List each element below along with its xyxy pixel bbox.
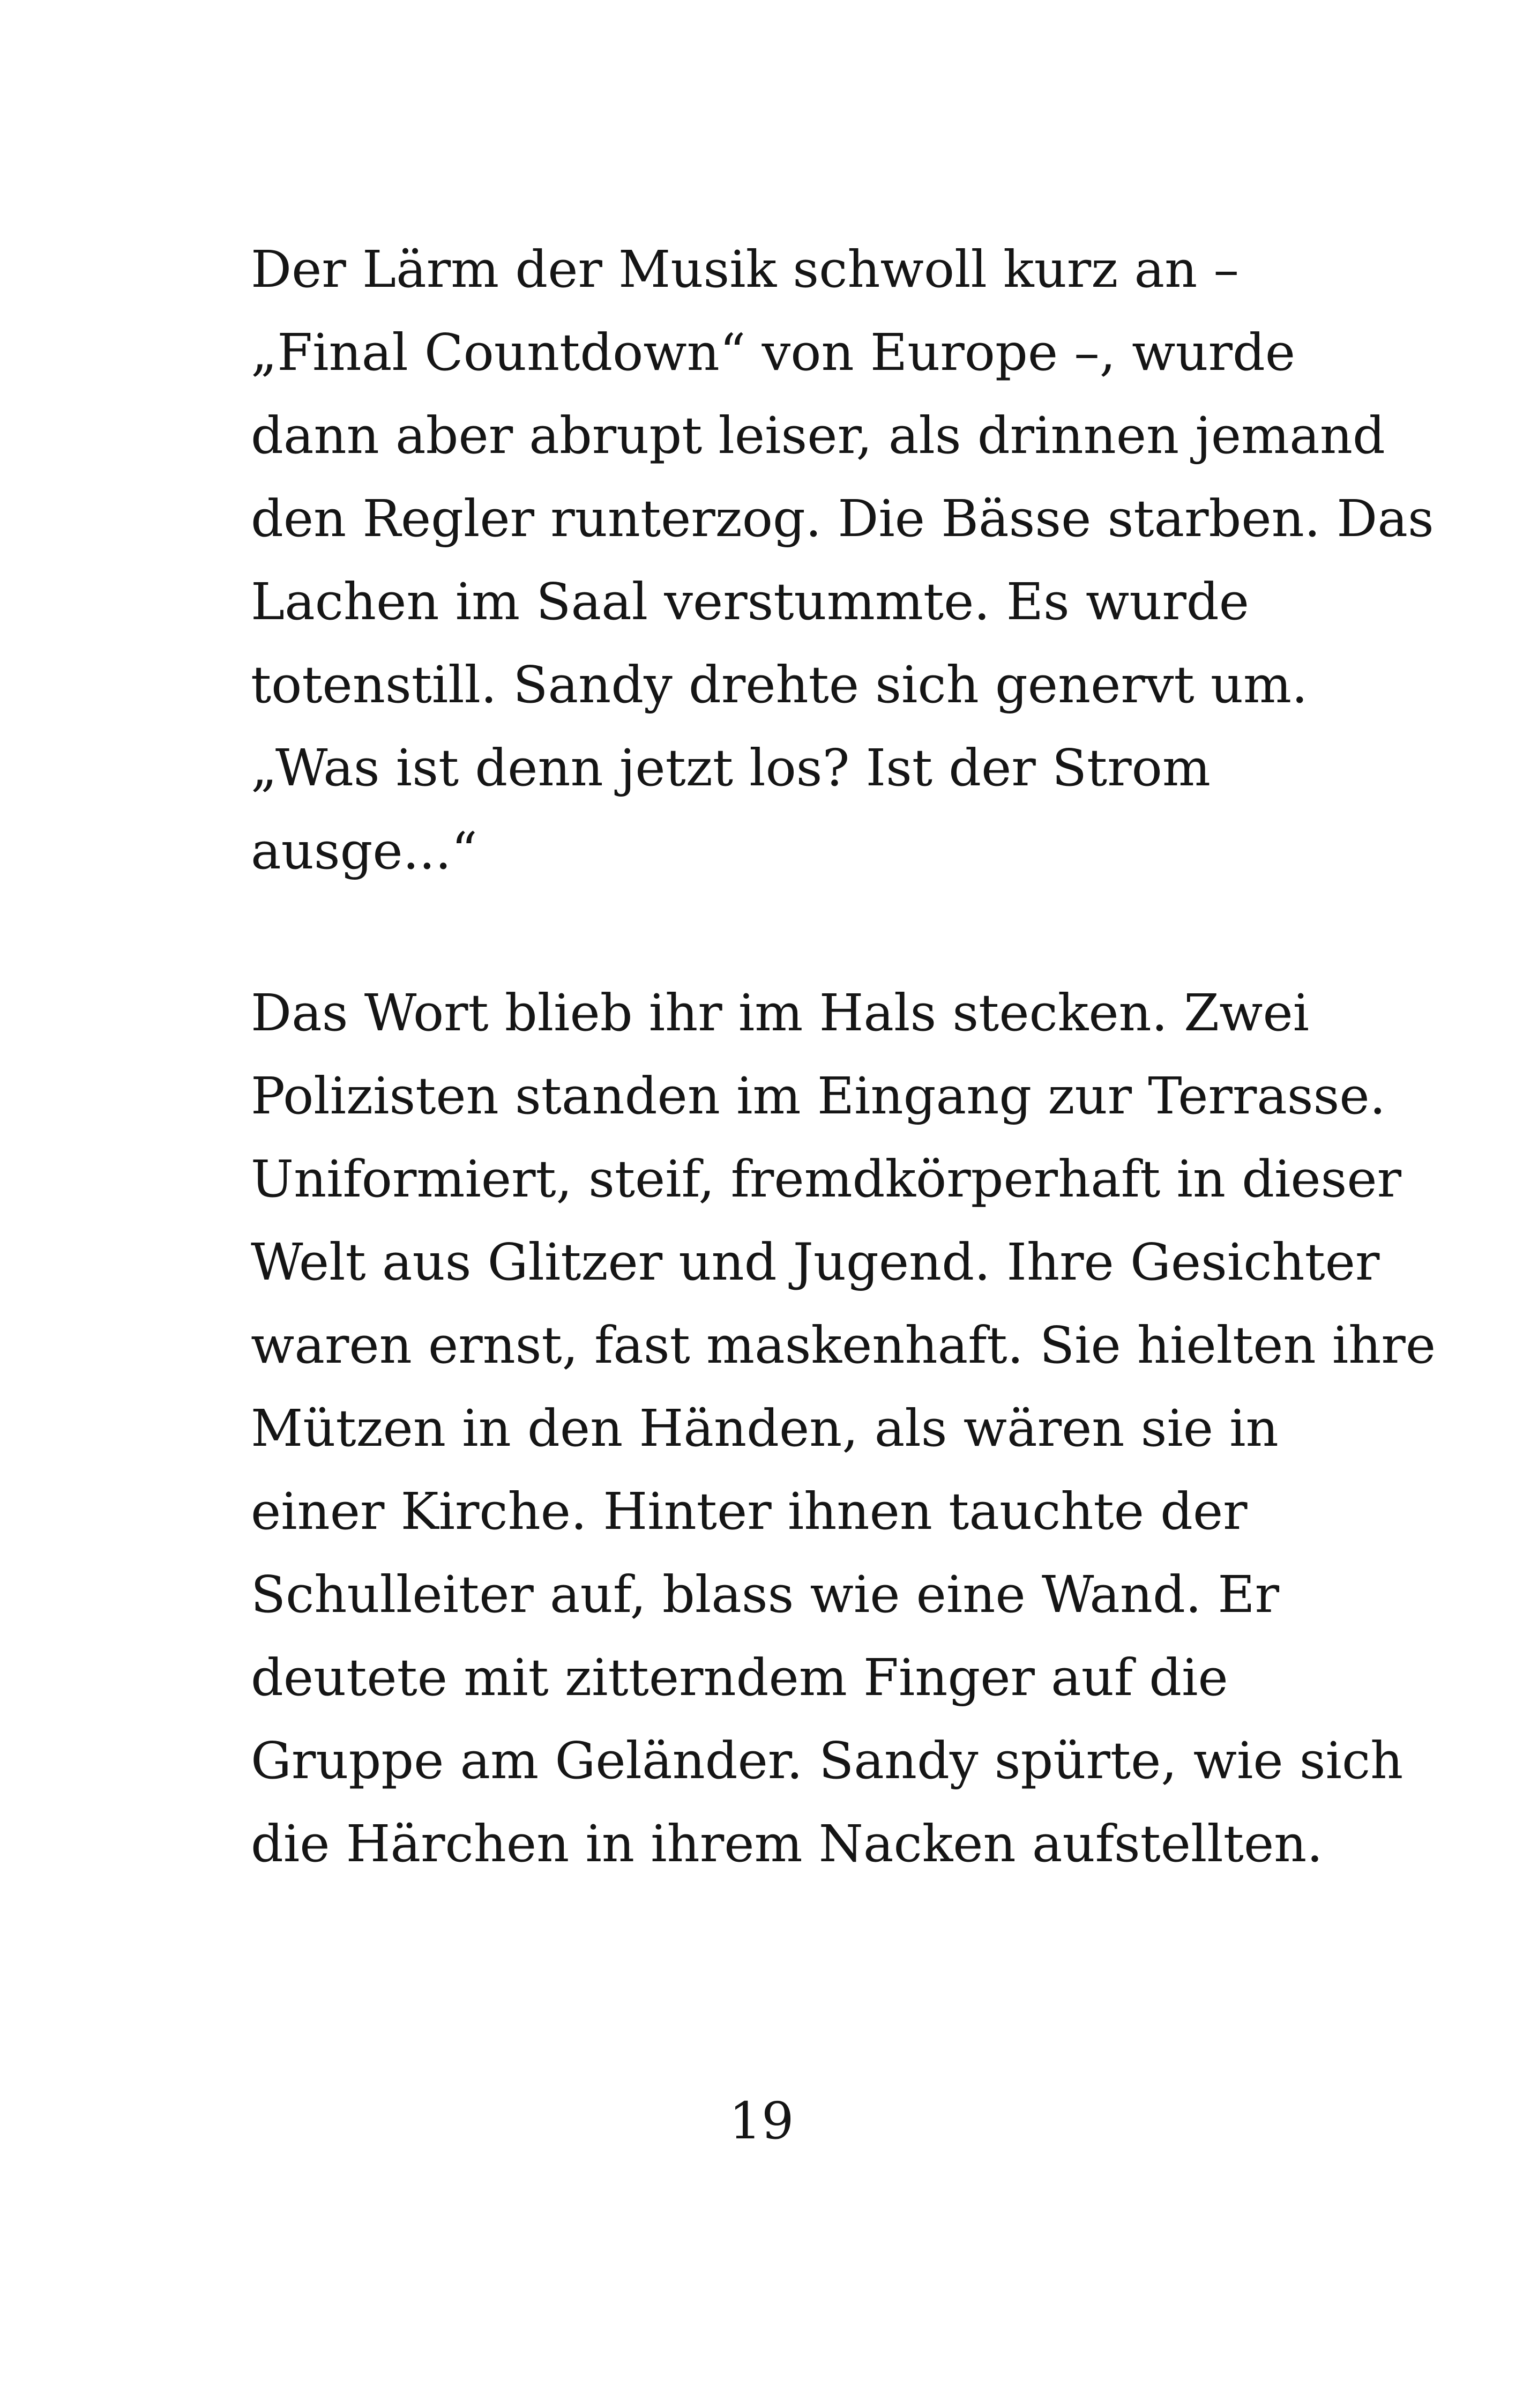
text-line: deutete mit zitterndem Finger auf die [251,1648,1228,1707]
text-line: Uniformiert, steif, fremdkörperhaft in dieser [251,1150,1402,1209]
text-line: „Was ist denn jetzt los? Ist der Strom [251,739,1211,798]
text-line: dann aber abrupt leiser, als drinnen jemand [251,406,1385,465]
text-line: „Final Countdown“ von Europe –, wurde [251,323,1296,382]
text-line: die Härchen in ihrem Nacken aufstellten. [251,1815,1323,1874]
text-line: Polizisten standen im Eingang zur Terrasse. [251,1067,1386,1126]
text-line: Lachen im Saal verstummte. Es wurde [251,573,1249,631]
text-line: Der Lärm der Musik schwoll kurz an – [251,240,1239,299]
text-line: Gruppe am Geländer. Sandy spürte, wie sich [251,1731,1403,1790]
text-line: totenstill. Sandy drehte sich genervt um. [251,656,1308,715]
text-line: ausge...“ [251,822,477,881]
paragraph-1 [251,228,1434,893]
text-line: einer Kirche. Hinter ihnen tauchte der [251,1482,1248,1541]
paragraph-2 [251,972,1436,1886]
page-number: 19 [729,2092,794,2151]
text-line: waren ernst, fast maskenhaft. Sie hielten ihre [251,1316,1436,1375]
text-line: Welt aus Glitzer und Jugend. Ihre Gesichter [251,1233,1380,1292]
text-line: Schulleiter auf, blass wie eine Wand. Er [251,1565,1280,1624]
text-line: Das Wort blieb ihr im Hals stecken. Zwei [251,984,1310,1043]
text-line: Mützen in den Händen, als wären sie in [251,1399,1279,1458]
text-line: den Regler runterzog. Die Bässe starben. Das [251,489,1434,548]
